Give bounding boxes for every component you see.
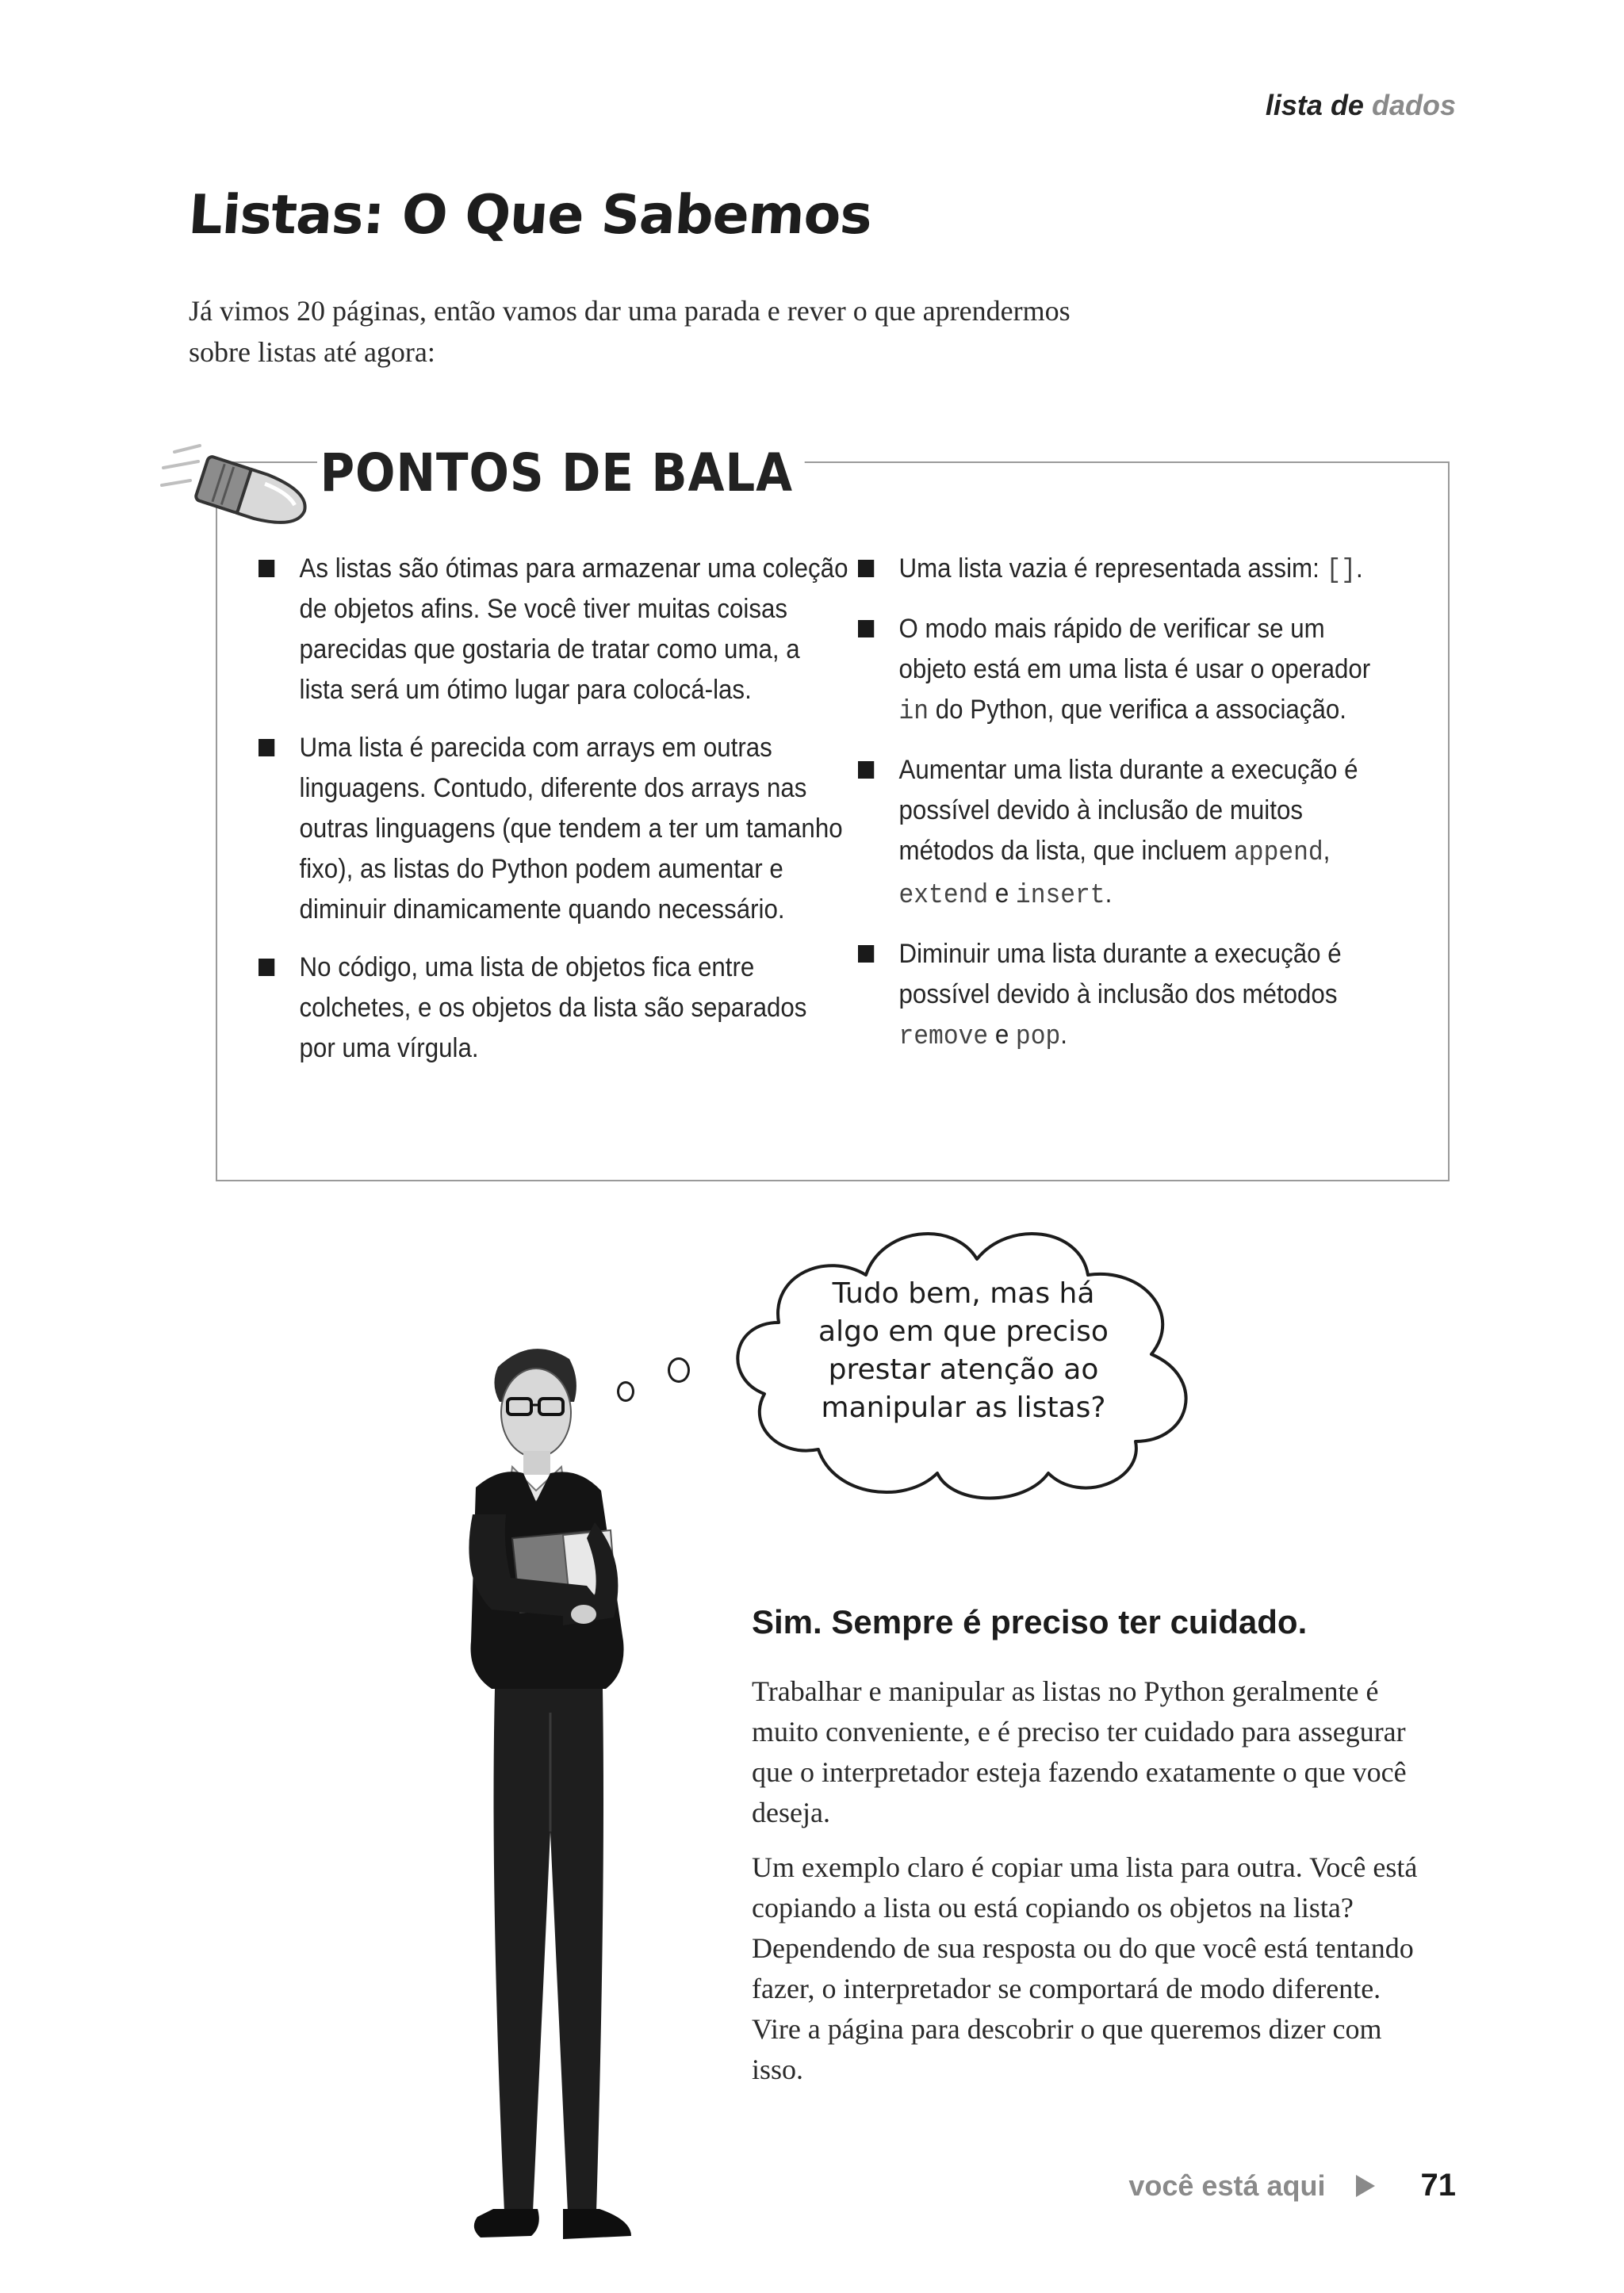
code-snippet: pop	[1015, 1022, 1061, 1052]
intro-paragraph: Já vimos 20 páginas, então vamos dar uma parada e rever o que aprendermos sobre listas até agora:	[189, 295, 1071, 368]
bullet-item	[858, 549, 1398, 591]
bullet-text: O modo mais rápido de verificar se um objeto está em uma lista é usar o operador	[898, 614, 1371, 684]
bullet-item	[259, 549, 849, 710]
bullet-icon	[151, 434, 325, 553]
answer-paragraph-1: Trabalhar e manipular as listas no Python geralmente é muito conveniente, e é preciso ter cuidado para assegurar que o interpretador esteja fazendo exatamente o que você deseja.	[752, 1675, 1407, 1828]
bullet-text-end: .	[1060, 1020, 1067, 1050]
code-snippet: in	[898, 697, 929, 727]
bullet-text: No código, uma lista de objetos fica entre colchetes, e os objetos da lista são separados por uma vírgula.	[299, 952, 807, 1063]
triangle-right-icon	[1356, 2175, 1375, 2197]
page-title: Listas: O Que Sabemos	[186, 184, 874, 247]
code-snippet: append	[1234, 838, 1323, 868]
bullet-text-end: .	[1356, 553, 1363, 584]
bullet-item	[858, 609, 1398, 733]
bullet-item	[858, 934, 1398, 1058]
code-snippet: remove	[898, 1022, 989, 1052]
answer-heading: Sim. Sempre é preciso ter cuidado.	[752, 1603, 1308, 1640]
bullet-column-left	[259, 549, 849, 1086]
code-snippet: extend	[898, 881, 989, 911]
bullet-square-icon	[858, 761, 874, 779]
bullet-points-heading: PONTOS DE BALA	[317, 442, 804, 503]
separator: e	[988, 1020, 1016, 1050]
thought-text: Tudo bem, mas há algo em que preciso prestar atenção ao manipular as listas?	[818, 1277, 1109, 1424]
bullet-square-icon	[259, 959, 274, 976]
running-header	[1266, 89, 1456, 122]
bullet-text: Uma lista vazia é representada assim:	[898, 553, 1327, 584]
code-snippet: []	[1326, 556, 1357, 586]
page-footer	[1128, 2168, 1456, 2203]
header-word-2: dados	[1371, 89, 1456, 121]
answer-paragraph-2: Um exemplo claro é copiar uma lista para outra. Você está copiando a lista ou está copiando os objetos na lista? Dependendo de sua resposta ou do que você está tentando fazer, o interpretador se comportará de modo diferente. Vire a página para descobrir o que queremos dizer com isso.	[752, 1851, 1418, 2085]
bullet-text: Diminuir uma lista durante a execução é possível devido à inclusão dos métodos	[898, 939, 1342, 1009]
bullet-square-icon	[858, 945, 874, 963]
bullet-item	[259, 728, 849, 930]
page-number: 71	[1420, 2168, 1456, 2203]
bullet-text-end: do Python, que verifica a associação.	[929, 695, 1346, 725]
person-illustration	[444, 1340, 682, 2260]
bullet-text-end: .	[1105, 879, 1113, 909]
footer-you-are-here: você está aqui	[1128, 2169, 1326, 2202]
separator: ,	[1323, 836, 1331, 866]
bullet-text: Aumentar uma lista durante a execução é possível devido à inclusão de muitos métodos da lista, que incluem	[898, 755, 1358, 866]
bullet-text: As listas são ótimas para armazenar uma coleção de objetos afins. Se você tiver muitas coisas parecidas que gostaria de tratar como uma, a lista será um ótimo lugar para colocá-las.	[299, 553, 848, 705]
bullet-square-icon	[858, 620, 874, 637]
bullet-item	[858, 750, 1398, 917]
bullet-square-icon	[259, 560, 274, 577]
bullet-square-icon	[259, 739, 274, 756]
bullet-item	[259, 947, 849, 1069]
code-snippet: insert	[1015, 881, 1105, 911]
bullet-text: Uma lista é parecida com arrays em outras linguagens. Contudo, diferente dos arrays nas outras linguagens (que tendem a ter um tamanho fixo), as listas do Python podem aumentar e diminuir dinamicamente quando necessário.	[299, 733, 843, 924]
separator: e	[988, 879, 1016, 909]
bullet-column-right	[858, 549, 1398, 1075]
bullet-square-icon	[858, 560, 874, 577]
header-word-1: lista de	[1265, 89, 1364, 121]
